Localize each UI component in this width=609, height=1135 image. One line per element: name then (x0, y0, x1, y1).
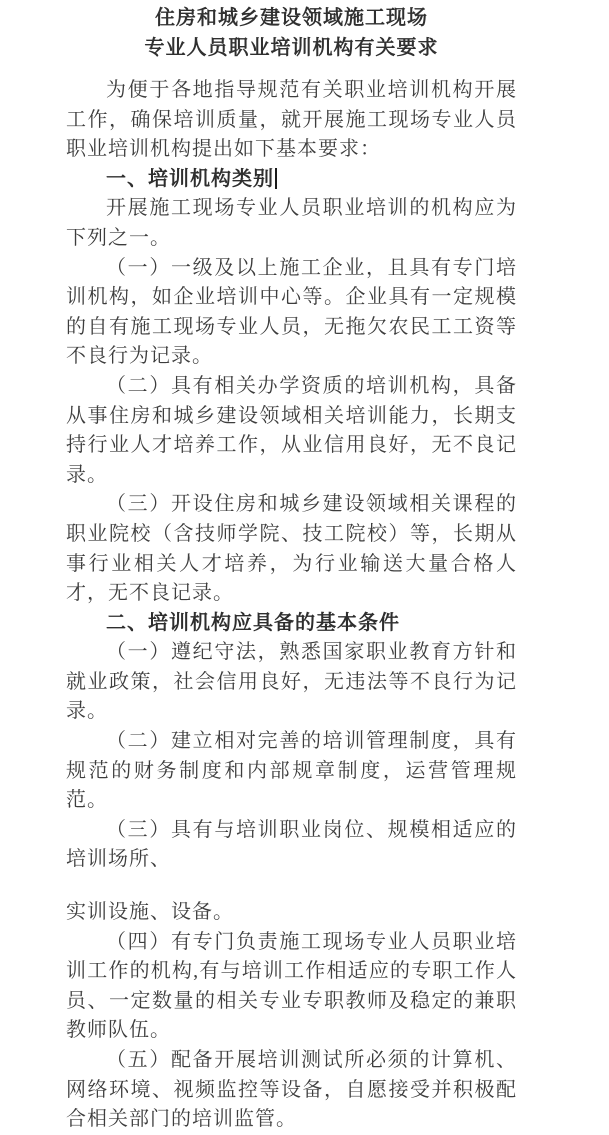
section-2-paragraph-3-continuation: 实训设施、设备。 (66, 901, 234, 924)
section-1-paragraph-3: （二）具有相关办学资质的培训机构，具备从事住房和城乡建设领域相关培训能力，长期支持行业人才培养工作，从业信用良好，无不良记录。 (66, 374, 517, 486)
section-2-paragraph-2: （二）建立相对完善的培训管理制度，具有规范的财务制度和内部规章制度，运营管理规范。 (66, 730, 517, 812)
section-1-heading (66, 165, 517, 195)
section-2-heading (66, 609, 517, 639)
text-cursor (275, 168, 277, 189)
section-1-paragraph-1: 开展施工现场专业人员职业培训的机构应为下列之一。 (66, 197, 517, 249)
section-1-paragraph-4: （三）开设住房和城乡建设领域相关课程的职业院校（含技师学院、技工院校）等，长期从事行业相关人才培养，为行业输送大量合格人才，无不良记录。 (66, 493, 517, 605)
title-line-2: 专业人员职业培训机构有关要求 (144, 37, 439, 59)
section-2-paragraph-4: （四）有专门负责施工现场专业人员职业培训工作的机构,有与培训工作相适应的专职工作人员、一定数量的相关专业专职教师及稳定的兼职教师队伍。 (66, 930, 517, 1042)
section-1-heading-text: 一、培训机构类别 (106, 167, 274, 190)
section-2-heading-text: 二、培训机构应具备的基本条件 (106, 611, 400, 634)
section-2-paragraph-1: （一）遵纪守法，熟悉国家职业教育方针和就业政策，社会信用良好，无违法等不良行为记录。 (66, 641, 517, 723)
section-2-paragraph-5: （五）配备开展培训测试所必须的计算机、网络环境、视频监控等设备，自愿接受并积极配合相关部门的培训监管。 (66, 1049, 517, 1131)
title-line-1: 住房和城乡建设领域施工现场 (155, 7, 428, 29)
document-title (66, 3, 517, 63)
section-1-paragraph-2: （一）一级及以上施工企业，且具有专门培训机构，如企业培训中心等。企业具有一定规模的自有施工现场专业人员，无拖欠农民工工资等不良行为记录。 (66, 256, 517, 368)
section-2-paragraph-3: （三）具有与培训职业岗位、规模相适应的培训场所、 (66, 818, 517, 871)
intro-paragraph: 为便于各地指导规范有关职业培训机构开展工作，确保培训质量，就开展施工现场专业人员职业培训机构提出如下基本要求： (66, 79, 517, 161)
